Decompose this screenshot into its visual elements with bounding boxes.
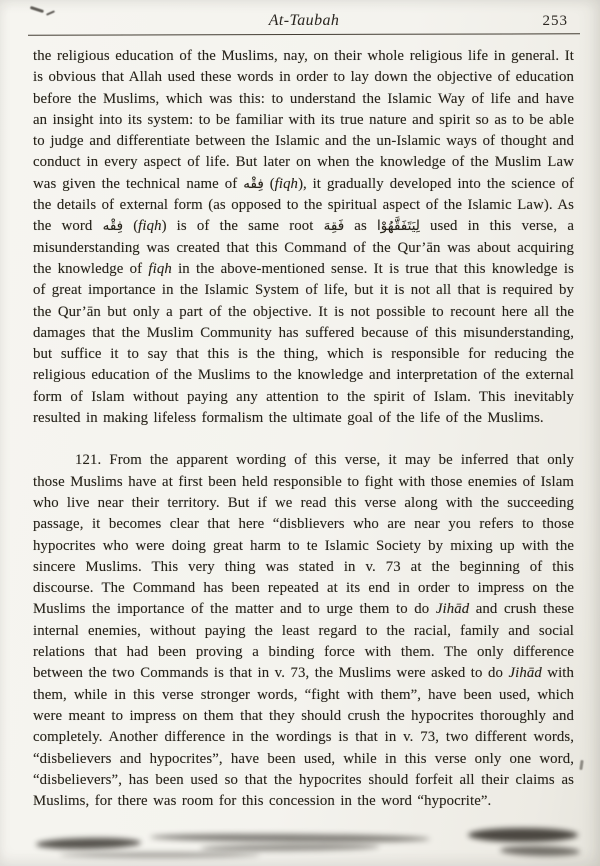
paragraph [33, 46, 574, 429]
text-run: ( [263, 175, 275, 192]
running-head-title: At-Taubah [268, 12, 340, 29]
text-run: with them, while in this verse stronger words, “fight with them”, have been used, which were meant to impress on them that they should crush the hypocrites thoroughly and completely. Another difference in the wordings is that in v. 73, two different words, “disbelievers and hypocrites”, have been used, while in this verse only one word, “disbelievers”, has been used so that the hypocrites should forfeit all their claims as Muslims, for there was room for this concession in the word “hypocrite”. [33, 665, 574, 810]
scan-smudge [500, 845, 580, 857]
paragraph [33, 450, 574, 812]
italic-term: fiqh [274, 175, 299, 192]
scan-smudge [200, 843, 380, 852]
text-run: ), it gradually developed into the science of the details of external form (as opposed to the spiritual aspect of the Islamic Law). As the word [33, 175, 574, 235]
italic-term: fiqh [138, 218, 162, 235]
text-run: used in this verse, a misunderstanding was created that this Command of the Qur’ān was about acquiring the knowledge of [33, 218, 574, 277]
arabic-word: لِيَتَفَقَّهُوْا [377, 218, 420, 235]
text-run: ( [123, 218, 139, 235]
scan-smudge [60, 852, 260, 858]
page-header [30, 10, 578, 32]
header-rule [28, 33, 580, 35]
arabic-word: فِقْه [243, 175, 264, 192]
scan-smudge [150, 833, 430, 843]
arabic-word: فِقْه [102, 218, 124, 235]
scan-smudge [468, 828, 578, 842]
italic-term: Jihād [435, 601, 470, 618]
italic-term: Jihād [508, 665, 542, 682]
scan-smudge [36, 837, 141, 850]
text-run: the religious education of the Muslims, nay, on their whole religious life in general. It is obvious that Allah used these words in order to lay down the objective of education before the Muslims, which was this: to understand the Islamic Way of life and have an insight into its system: to be familiar with its true nature and spirit so as to be able to judge and differentiate between the Islamic and the un-Islamic ways of thought and conduct in every aspect of life. But later on when the knowledge of the Muslim Law was given the technical name of [33, 48, 574, 192]
ink-mark [579, 760, 583, 770]
page-number: 253 [542, 13, 568, 29]
page-body [33, 46, 574, 812]
italic-term: fiqh [148, 260, 172, 277]
text-run: in the above-mentioned sense. It is true that this knowledge is of great importance in the Islamic System of life, but it is not all that is required by the Qur’ān but only a part of the objective. It is not possible to recount here all the damages that the Muslim Community has suffered because of this misunderstanding, but suffice it to say that this is the thing, which is responsible for reducing the religious education of the Muslims to the knowledge and interpretation of the external form of Islam without paying any attention to the spirit of Islam. This inevitably resulted in making lifeless formalism the ultimate goal of the life of the Muslims. [33, 260, 574, 427]
text-run: 121. From the apparent wording of this verse, it may be inferred that only those Muslims have at first been held responsible to fight with those enemies of Islam who live near their territory. But if we read this verse along with the succeeding passage, it becomes clear that here “disblievers who are near you refers to those hypocrites who were doing great harm to te Islamic Society by mixing up with the sincere Muslims. This very thing was stated in v. 73 at the beginning of this discourse. The Command has been repeated at its end in order to impress on the Muslims the importance of the matter and to urge them to do [33, 452, 574, 618]
text-run: and crush these internal enemies, without paying the least regard to the racial, family and social relations that had been proving a binding force with them. The only difference between the two Commands is that in v. 73, the Muslims were asked to do [33, 601, 574, 682]
text-run: ) is of the same root [161, 218, 324, 235]
text-run: as [344, 218, 378, 235]
arabic-word: فَقِهَ [323, 218, 345, 235]
